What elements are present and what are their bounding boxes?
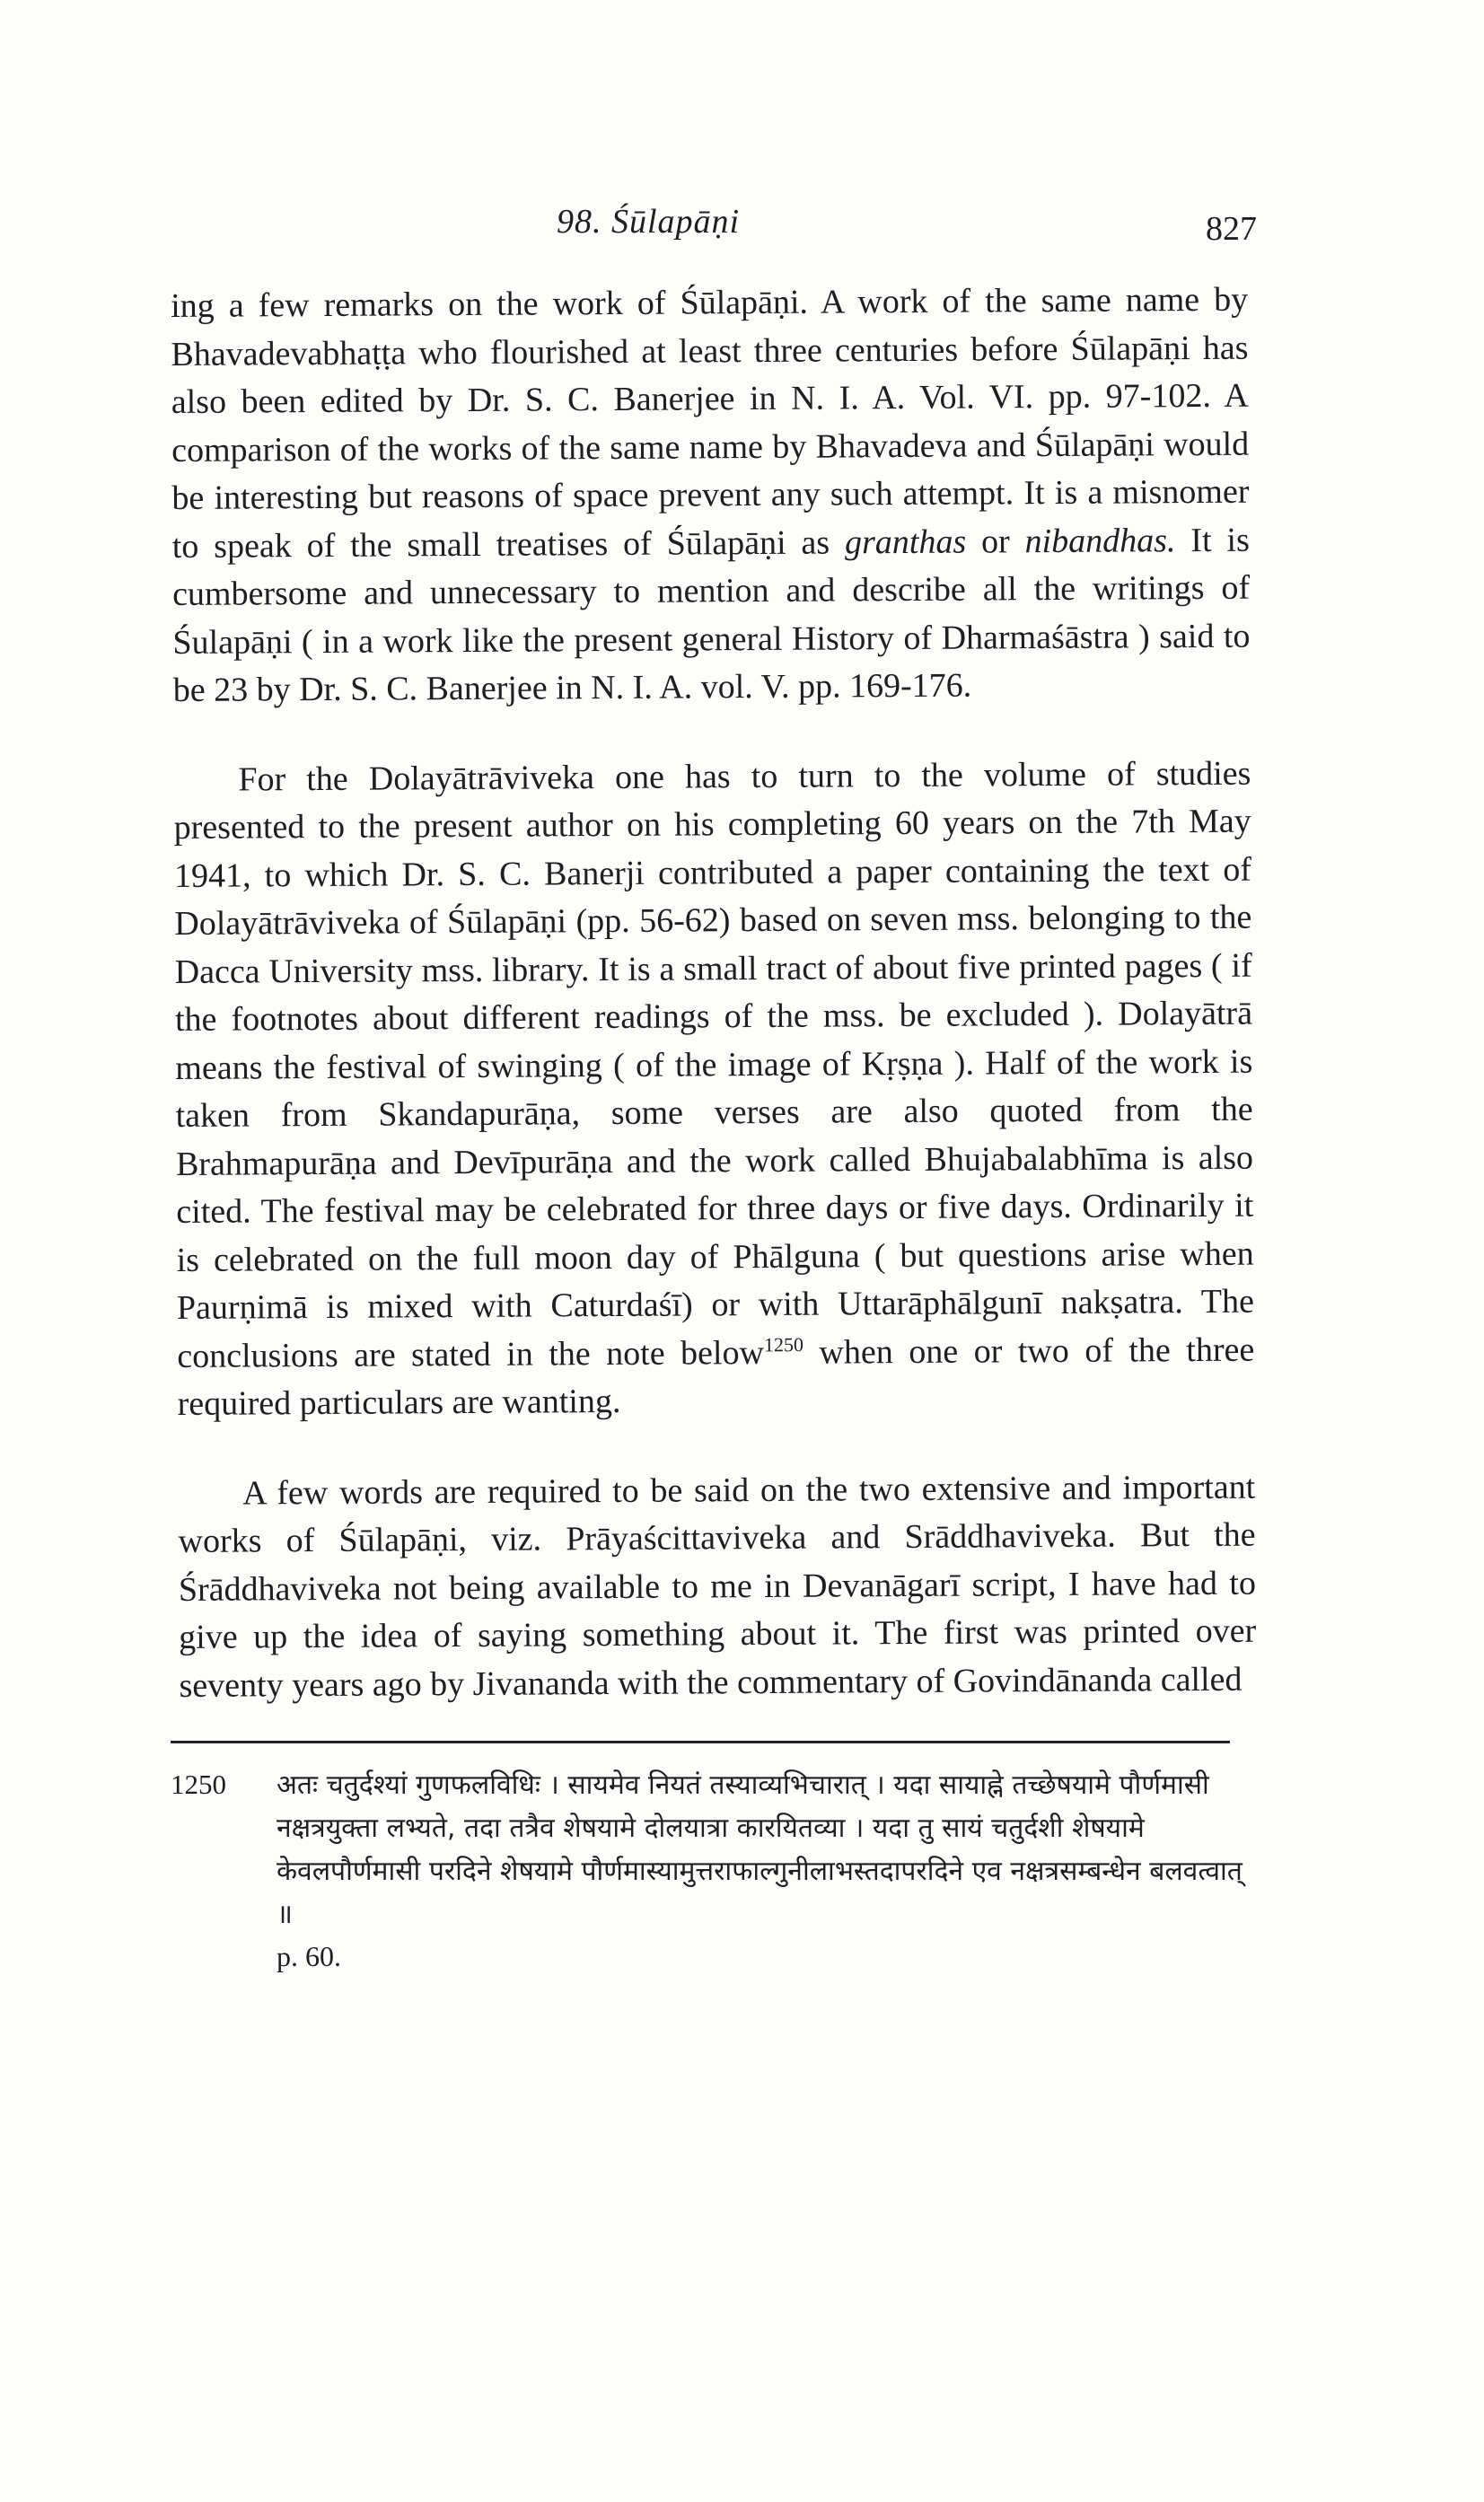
paragraph-2: [173, 750, 1255, 1428]
book-page: [171, 202, 1257, 1978]
paragraph-3: [178, 1463, 1257, 1710]
paragraph-1-text-b: or: [966, 522, 1025, 561]
chapter-title: 98. Śūlapāṇi: [557, 203, 741, 241]
footnote-divider: [171, 1741, 1230, 1743]
italic-nibandhas: nibandhas.: [1024, 521, 1176, 560]
paragraph-2-text-a: For the Dolayātrāviveka one has to turn to the volume of studies presented to the present author on his completing 60 years on the 7th May 1941, to which Dr. S. C. Banerji contributed a paper containing the text of Dolayātrāviveka of Śūlapāṇi (pp. 56-62) based on seven mss. belonging to the Dacca University mss. library. It is a small tract of about five printed pages ( if the footnotes about different readings of the mss. be excluded ). Dolayātrā means the festival of swinging ( of the image of Kṛṣṇa ). Half of the work is taken from Skandapurāṇa, some verses are also quoted from the Brahmapurāṇa and Devīpurāṇa and the work called Bhujabalabhīma is also cited. The festival may be celebrated for three days or five days. Ordinarily it is celebrated on the full moon day of Phālguna ( but questions arise when Paurṇimā is mixed with Caturdaśī) or with Uttarāphālgunī nakṣatra. The conclusions are stated in the note below: [173, 754, 1255, 1375]
footnote-number: 1250: [171, 1769, 226, 1800]
italic-granthas: granthas: [844, 522, 967, 561]
page-number: 827: [1206, 210, 1257, 248]
footnote-reference: 1250: [763, 1332, 803, 1356]
paragraph-1-text-c: It is cumbersome and unnecessary to mention and describe all the writings of Śulapāṇi ( in a work like the present general History of Dharmaśāstra ) said to be 23 by Dr. S. C. Banerjee in N. I. A. vol. V. pp. 169-176.: [171, 521, 1251, 709]
paragraph-1: [171, 277, 1251, 715]
paragraph-3-text: A few words are required to be said on the two extensive and important works of Śūlapāṇi, viz. Prāyaścittaviveka and Srāddhaviveka. But the Śrāddhaviveka not being available to me in Devanāgarī script, I have had to give up the idea of saying something about it. The first was printed over seventy years ago by Jivananda with the commentary of Govindānanda called: [178, 1468, 1257, 1705]
running-head: [171, 202, 1257, 256]
paragraph-2-text-b: when one or two of the three required particulars are wanting.: [177, 1330, 1255, 1423]
footnote-sanskrit-text: अतः चतुर्दश्यां गुणफलविधिः । सायमेव नियतं तस्याव्यभिचारात् । यदा सायाह्ने तच्छेषयामे पौर्णमासी नक्षत्रयुक्ता लभ्यते, तदा तत्रैव शेषयामे दोलयात्रा कारयितव्या । यदा तु सायं चतुर्दशी शेषयामे केवलपौर्णमासी परदिने शेषयामे पौर्णमास्यामुत्तराफाल्गुनीलाभस्तदापरदिने एव नक्षत्रसम्बन्धेन बलवत्वात् ॥: [277, 1769, 1243, 1930]
footnote: [171, 1763, 1248, 1978]
paragraph-1-text-a: ing a few remarks on the work of Śūlapāṇi. A work of the same name by Bhavadevabhaṭṭa who flourished at least three centuries before Śūlapāṇi has also been edited by Dr. S. C. Banerjee in N. I. A. Vol. VI. pp. 97-102. A comparison of the works of the same name by Bhavadeva and Śūlapāṇi would be interesting but reasons of space prevent any such attempt. It is a misnomer to speak of the small treatises of Śūlapāṇi as: [171, 280, 1250, 566]
footnote-citation: p. 60.: [277, 1940, 341, 1972]
body-text: [171, 277, 1257, 1710]
